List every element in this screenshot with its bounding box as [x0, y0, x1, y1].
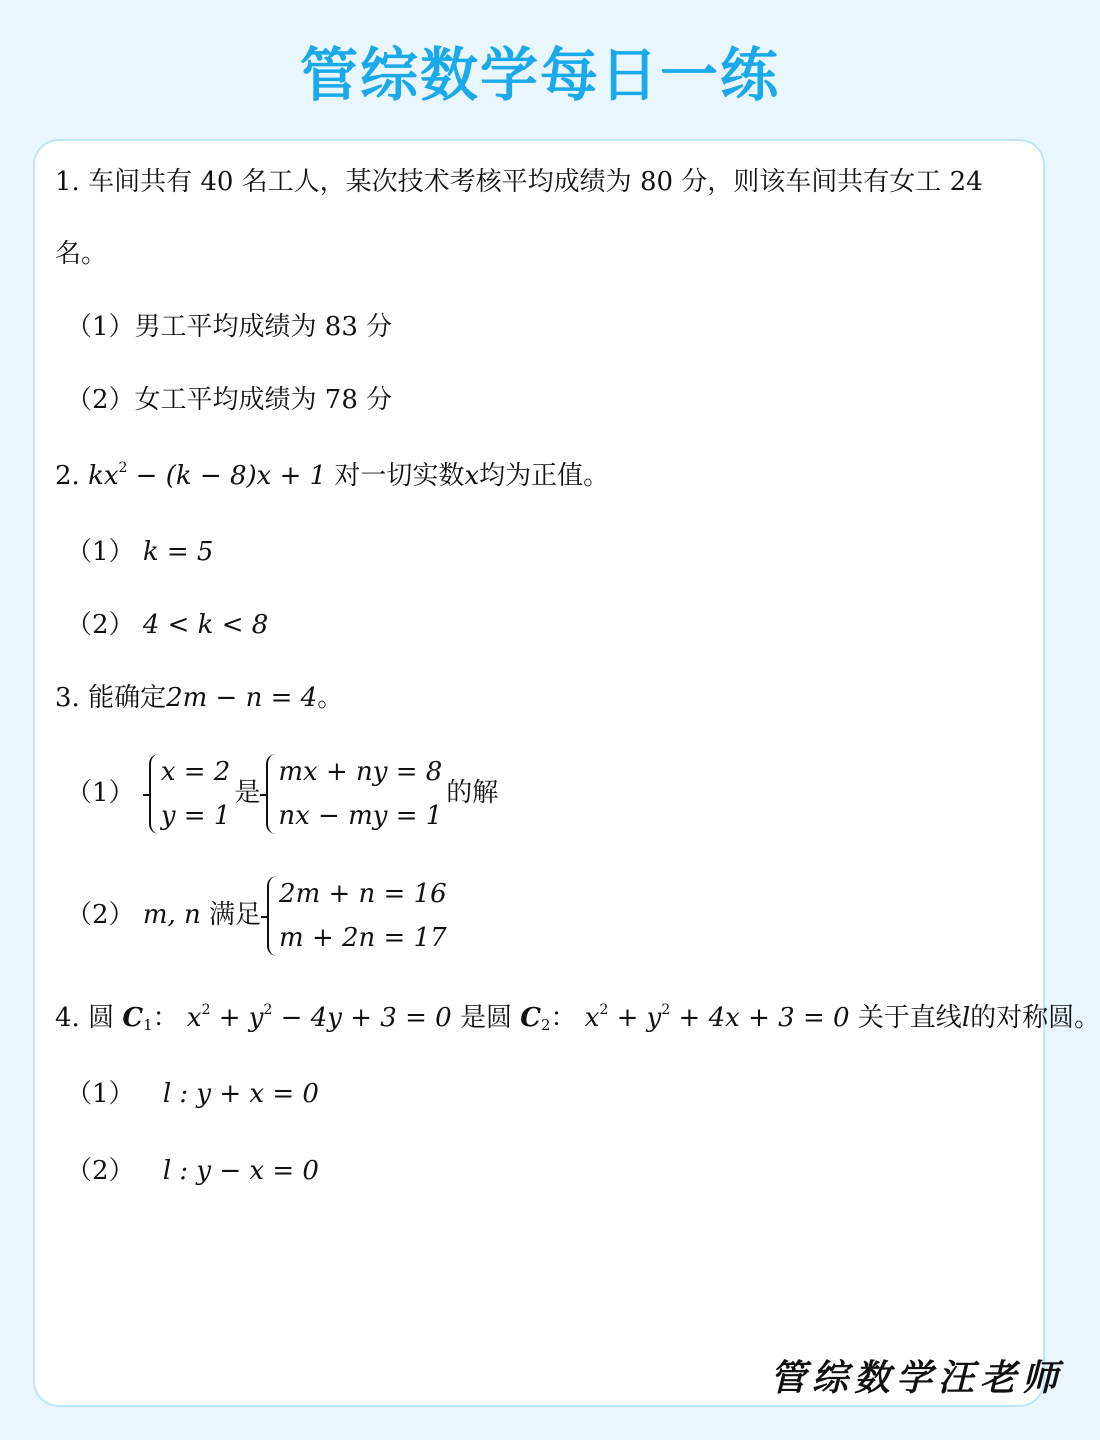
q2-option-1: [66, 532, 213, 572]
q3-system-a-eq1: x = 2: [160, 757, 231, 787]
q4-text-2: 是圆: [459, 1003, 512, 1033]
q3-expr: 2m − n = 4: [166, 683, 318, 713]
q4-option-1-label: （1）: [66, 1079, 135, 1109]
q4-eq1-b: + y: [210, 1003, 264, 1033]
q3-option-2-text: 满足: [209, 900, 262, 930]
q3-system-c-eq1: 2m + n = 16: [279, 879, 447, 909]
q3-option-2-vars: m, n: [142, 900, 201, 930]
q2-option-2: [66, 605, 268, 645]
q1-stem-line2: 名。: [55, 239, 108, 269]
q4-number: 4.: [55, 1003, 80, 1033]
q1-option-2: （2）女工平均成绩为 78 分: [66, 385, 393, 415]
q2-option-1-expr: k = 5: [142, 537, 214, 567]
page-title: 管综数学每日一练: [299, 41, 780, 109]
q4-option-2-expr: l : y − x = 0: [162, 1156, 319, 1186]
q4-circle-c1: C: [122, 1003, 144, 1033]
q4-option-2-label: （2）: [66, 1156, 135, 1186]
q4-line-l: l: [961, 1003, 971, 1033]
q4-circle-c2: C: [520, 1003, 541, 1033]
q4-eq2-exp-a: 2: [599, 1002, 609, 1018]
q2-expr-b: − (k − 8)x + 1: [127, 461, 327, 491]
q4-colon-2: ：: [550, 1003, 577, 1033]
q2-stem: [55, 456, 609, 496]
q1-option-1: （1）男工平均成绩为 83 分: [66, 312, 393, 342]
q4-colon-1: ：: [152, 1003, 179, 1033]
author-signature: 管综数学汪老师: [770, 1357, 1065, 1399]
q3-option-2-label: （2）: [66, 900, 135, 930]
q4-eq1-c: − 4y + 3 = 0: [272, 1003, 452, 1033]
q2-option-1-label: （1）: [66, 537, 135, 567]
q2-var: x: [464, 461, 480, 491]
q3-system-c: [265, 872, 447, 960]
q1-stem-line1: 1. 车间共有 40 名工人，某次技术考核平均成绩为 80 分，则该车间共有女工 24: [55, 167, 983, 197]
q2-text-a: 对一切实数: [334, 461, 465, 491]
q3-option-1-mid: 是: [234, 778, 261, 808]
q2-exponent: 2: [118, 460, 128, 476]
q4-circle-c1-sub: 1: [143, 1016, 153, 1034]
q3-option-1: [66, 750, 498, 838]
q4-option-1: [66, 1074, 319, 1114]
q2-number: 2.: [55, 461, 80, 491]
q3-system-a-eq2: y = 1: [160, 801, 231, 831]
q3-text: 能确定: [88, 683, 167, 713]
q3-system-a: [147, 750, 231, 838]
q4-eq1-exp-a: 2: [201, 1002, 211, 1018]
q4-eq1-a: x: [186, 1003, 202, 1033]
q3-option-2: [66, 872, 451, 960]
q3-system-b: [264, 750, 442, 838]
q4-text-4: 的对称圆。: [970, 1003, 1100, 1033]
q4-eq2-a: x: [584, 1003, 600, 1033]
q4-circle-c2-sub: 2: [540, 1016, 551, 1034]
q3-stem: [55, 678, 343, 718]
q4-option-1-expr: l : y + x = 0: [162, 1079, 319, 1109]
q2-expr-a: kx: [88, 461, 119, 491]
q3-option-1-label: （1）: [66, 778, 135, 808]
q3-system-b-eq1: mx + ny = 8: [278, 757, 443, 787]
q4-eq1-exp-b: 2: [263, 1002, 273, 1018]
q4-eq2-c: + 4x + 3 = 0: [670, 1003, 850, 1033]
q4-text-1: 圆: [88, 1003, 115, 1033]
q4-stem: [55, 998, 1100, 1038]
q4-text-3: 关于直线: [857, 1003, 962, 1033]
q2-option-2-expr: 4 < k < 8: [142, 610, 269, 640]
q4-eq2-exp-b: 2: [661, 1002, 671, 1018]
q3-system-c-eq2: m + 2n = 17: [279, 923, 447, 953]
q3-option-1-end: 的解: [446, 778, 499, 808]
q3-number: 3.: [55, 683, 80, 713]
q3-end: 。: [317, 683, 344, 713]
q4-eq2-b: + y: [608, 1003, 662, 1033]
q4-option-2: [66, 1151, 319, 1191]
q2-option-2-label: （2）: [66, 610, 135, 640]
q3-system-b-eq2: nx − my = 1: [278, 801, 443, 831]
q2-text-b: 均为正值。: [479, 461, 610, 491]
